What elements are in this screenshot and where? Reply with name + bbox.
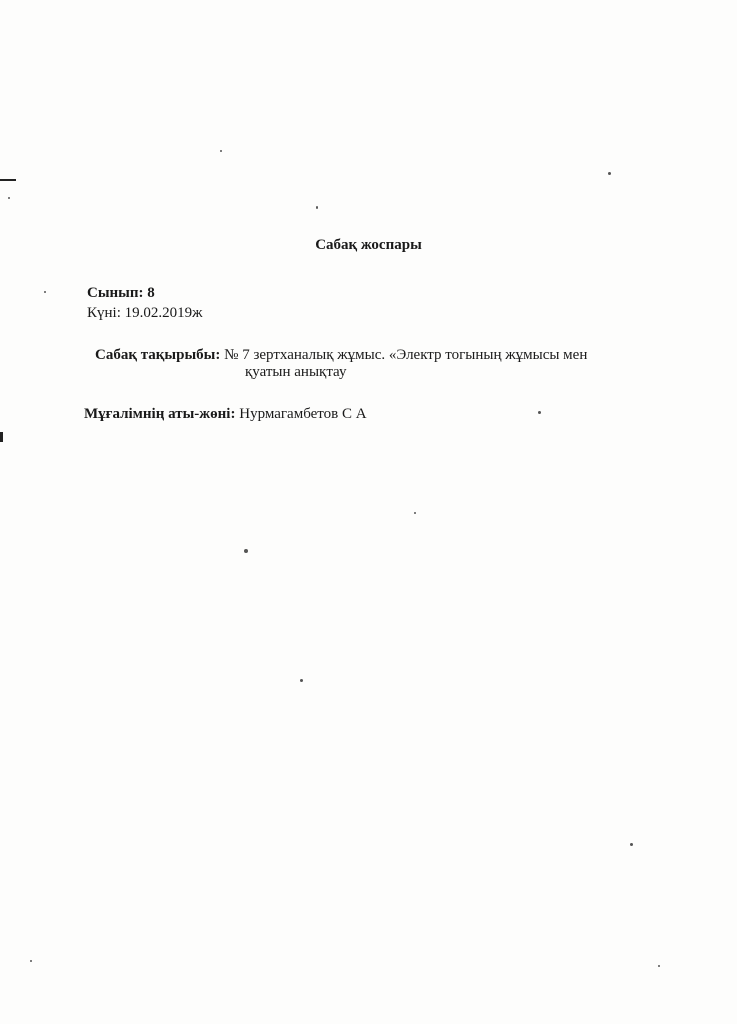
scan-speck — [44, 291, 46, 293]
topic-line-1 — [95, 347, 655, 364]
scan-edge-mark — [0, 432, 3, 442]
topic-text-line-1: № 7 зертханалық жұмыс. «Электр тогының жұмысы мен — [224, 347, 588, 363]
scan-speck — [414, 512, 416, 514]
topic-label: Сабақ тақырыбы: — [95, 347, 221, 363]
date-label: Күні: — [87, 305, 121, 321]
teacher-name: Нурмагамбетов С А — [239, 406, 367, 422]
scan-speck — [316, 206, 318, 209]
scan-speck — [244, 549, 248, 553]
scan-speck — [300, 679, 303, 682]
teacher-line — [84, 405, 367, 423]
class-label: Сынып: 8 — [87, 285, 155, 301]
scan-edge-mark — [0, 179, 16, 181]
scan-speck — [538, 411, 541, 414]
scan-speck — [630, 843, 633, 846]
topic-text-line-2: қуатын анықтау — [245, 364, 347, 380]
document-title: Сабақ жоспары — [315, 237, 422, 253]
scan-speck — [608, 172, 611, 175]
topic-block — [95, 347, 655, 381]
date-value: 19.02.2019ж — [124, 305, 203, 321]
class-line — [87, 284, 155, 302]
scan-speck — [8, 197, 10, 199]
scan-speck — [30, 960, 32, 962]
date-line — [87, 304, 203, 322]
teacher-label: Мұғалімнің аты-жөні: — [84, 406, 236, 422]
scan-speck — [658, 965, 660, 967]
scan-speck — [220, 150, 222, 152]
